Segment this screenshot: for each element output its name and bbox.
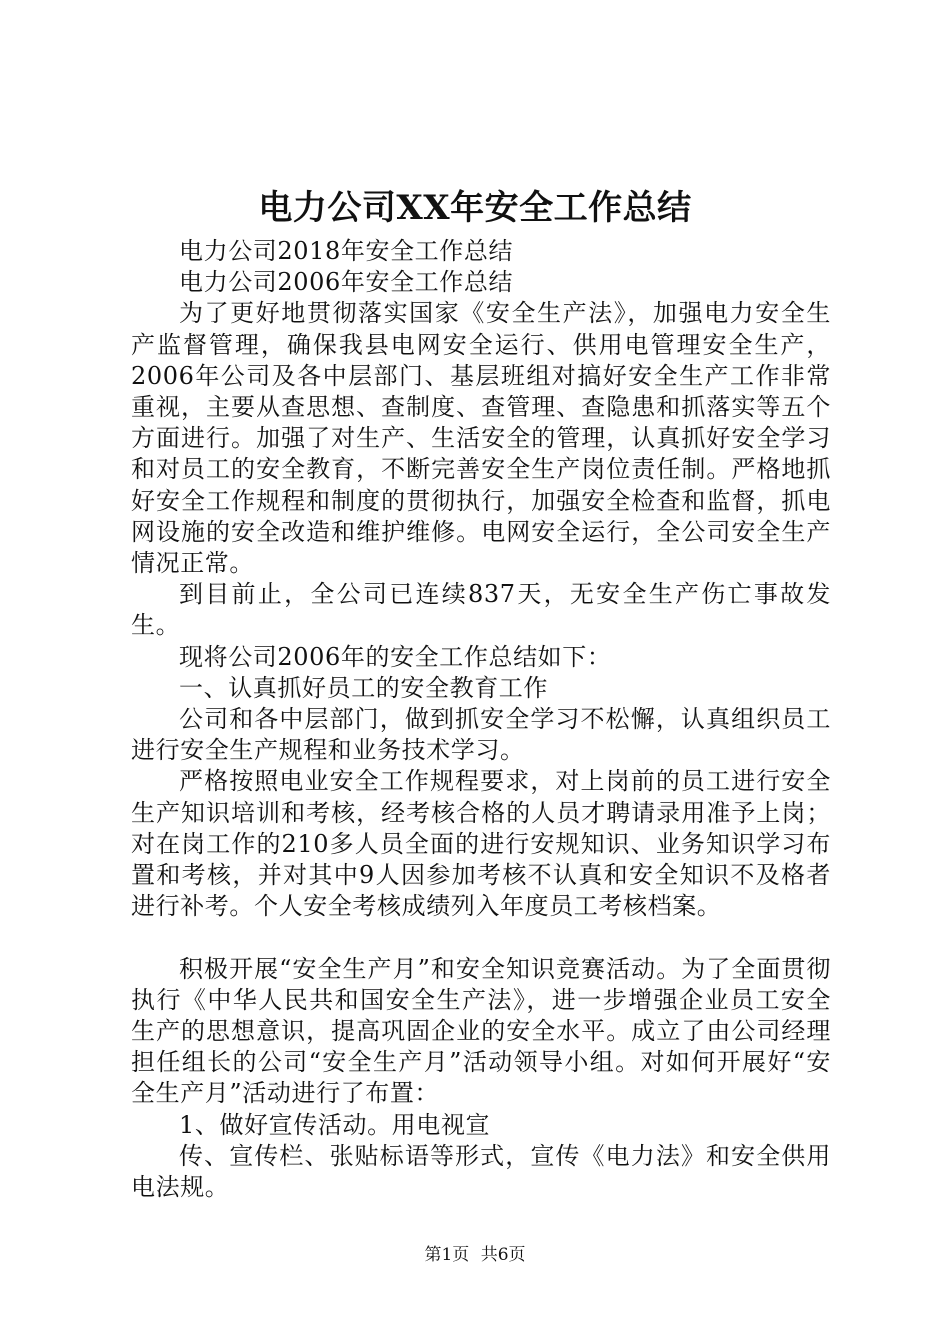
page-total: 共6页: [480, 1245, 526, 1265]
page-number: 第1页: [424, 1245, 470, 1265]
paragraph: 传、宣传栏、张贴标语等形式，宣传《电力法》和安全供用电法规。: [131, 1141, 831, 1202]
paragraph: 到目前止，全公司已连续837天，无安全生产伤亡事故发生。: [131, 580, 831, 640]
document-body: [131, 236, 831, 1203]
blank-line: [131, 922, 831, 953]
paragraph: 积极开展“安全生产月”和安全知识竞赛活动。为了全面贯彻执行《中华人民共和国安全生产法》，进一步增强企业员工安全生产的思想意识，提高巩固企业的安全水平。成立了由公司经理担任组长的公司“安全生产月”活动领导小组。对如何开展好“安全生产月”活动进行了布置：: [131, 954, 831, 1108]
paragraph: 为了更好地贯彻落实国家《安全生产法》，加强电力安全生产监督管理，确保我县电网安全运行、供用电管理安全生产，2006年公司及各中层部门、基层班组对搞好安全生产工作非常重视，主要从查思想、查制度、查管理、查隐患和抓落实等五个方面进行。加强了对生产、生活安全的管理，认真抓好安全学习和对员工的安全教育，不断完善安全生产岗位责任制。严格地抓好安全工作规程和制度的贯彻执行，加强安全检查和监督，抓电网设施的安全改造和维护维修。电网安全运行，全公司安全生产情况正常。: [131, 299, 831, 578]
paragraph: 现将公司2006年的安全工作总结如下：: [179, 642, 612, 671]
paragraph: 电力公司2018年安全工作总结: [179, 237, 514, 265]
section-heading: 一、认真抓好员工的安全教育工作: [179, 673, 548, 702]
page-footer: [0, 1243, 950, 1267]
paragraph: 公司和各中层部门，做到抓安全学习不松懈，认真组织员工进行安全生产规程和业务技术学习。: [131, 705, 831, 765]
paragraph: 电力公司2006年安全工作总结: [179, 268, 514, 297]
paragraph: 1、做好宣传活动。用电视宣: [179, 1110, 491, 1139]
document-title: 电力公司XX年安全工作总结: [258, 188, 692, 228]
paragraph: 严格按照电业安全工作规程要求，对上岗前的员工进行安全生产知识培训和考核，经考核合格的人员才聘请录用准予上岗；对在岗工作的210多人员全面的进行安规知识、业务知识学习布置和考核，并对其中9人因参加考核不认真和安全知识不及格者进行补考。个人安全考核成绩列入年度员工考核档案。: [131, 767, 831, 921]
